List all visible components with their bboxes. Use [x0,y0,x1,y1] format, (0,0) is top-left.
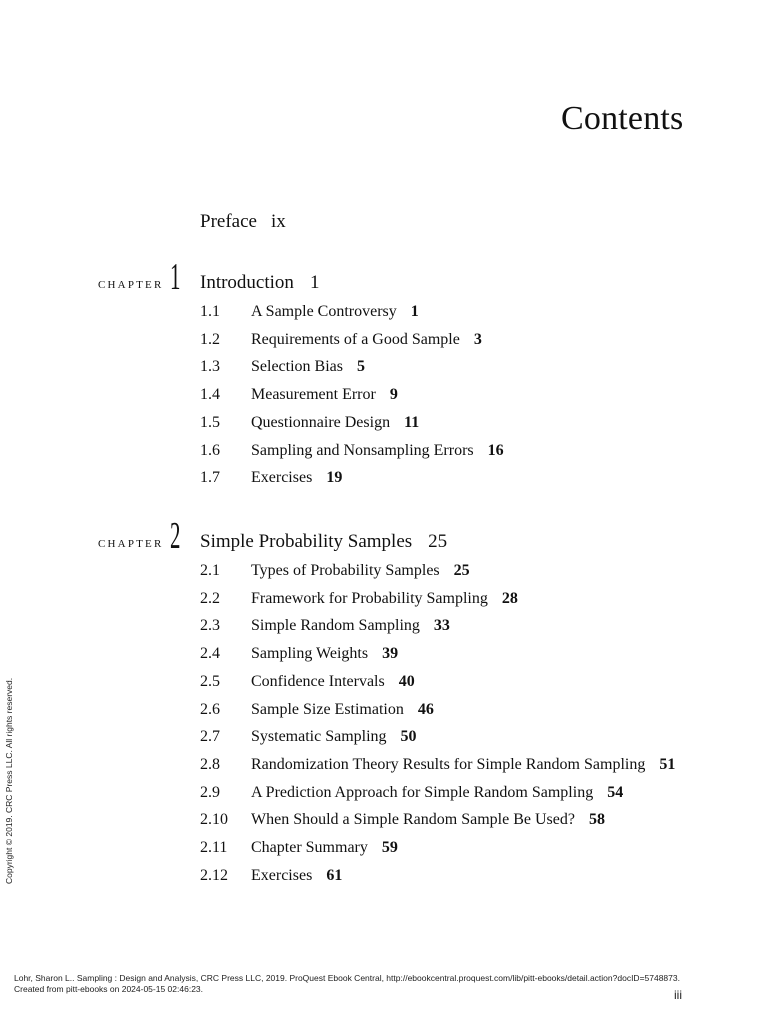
section-title-text: Sampling and Nonsampling Errors [251,441,474,459]
section-title [251,645,398,663]
section-title [251,728,417,746]
section-title [251,303,419,321]
toc-section-row[interactable] [0,839,768,863]
chapter-label: CHAPTER [98,279,164,291]
toc-section-row[interactable] [0,386,768,410]
footer-line-1: Lohr, Sharon L.. Sampling : Design and Analysis, CRC Press LLC, 2019. ProQuest Ebook Central, http://ebookcentral.proquest.com/lib/pitt-ebooks/detail.action?docID=5748873. [14,973,680,983]
section-number: 2.10 [200,811,228,829]
section-number: 2.1 [200,562,220,579]
section-title-text: A Sample Controversy [251,303,397,320]
section-number: 2.11 [200,839,228,856]
section-title [251,590,518,608]
section-number: 2.5 [200,672,220,690]
chapter-number: 2 [170,515,181,557]
chapter-heading[interactable] [0,256,768,305]
section-title-text: Sample Size Estimation [251,700,404,718]
section-page: 39 [382,645,399,663]
section-title-text: Sampling Weights [251,645,369,663]
section-page: 19 [326,469,343,487]
toc-section-row[interactable] [0,867,768,891]
section-title [251,469,342,487]
preface-page: ix [270,211,286,232]
toc-section-row[interactable] [0,331,768,355]
section-title-text: Exercises [251,866,313,884]
section-number: 2.7 [200,728,220,746]
page-number: iii [674,988,682,1002]
toc-section-row[interactable] [0,728,768,752]
toc-section-row[interactable] [0,617,768,641]
section-number: 1.1 [200,303,220,320]
section-number: 1.4 [200,386,220,404]
section-title-text: Questionnaire Design [251,413,391,431]
section-title-text: When Should a Simple Random Sample Be Used? [251,811,575,829]
page-title: Contents [561,100,684,137]
section-title [251,358,365,376]
section-title-text: Confidence Intervals [251,672,385,690]
section-title [251,811,605,829]
section-page: 16 [487,441,504,459]
section-title-text: Randomization Theory Results for Simple Random Sampling [251,755,646,773]
section-number: 2.12 [200,866,228,884]
footer-citation [14,973,680,995]
section-title [251,756,675,774]
toc-section-row[interactable] [0,358,768,382]
toc-section-row[interactable] [0,469,768,493]
section-title [251,562,470,580]
section-number: 2.6 [200,700,220,718]
section-title-text: Exercises [251,469,313,487]
section-page: 50 [400,728,417,746]
chapter-title [200,531,447,553]
section-number: 1.3 [200,358,220,376]
section-page: 33 [433,617,450,635]
section-title-text: Measurement Error [251,386,376,404]
section-number: 1.5 [200,413,220,431]
section-page: 3 [473,330,482,348]
section-title-text: Requirements of a Good Sample [251,330,460,348]
section-title [251,867,342,885]
section-page: 1 [410,303,419,320]
toc-section-row[interactable] [0,562,768,586]
toc-section-row[interactable] [0,414,768,438]
section-title [251,839,398,857]
section-number: 2.8 [200,755,220,773]
section-title-text: Chapter Summary [251,839,368,856]
toc-section-row[interactable] [0,673,768,697]
section-title-text: Selection Bias [251,358,343,376]
toc-section-row[interactable] [0,756,768,780]
section-page: 54 [607,783,624,801]
section-page: 5 [356,358,365,376]
section-number: 2.3 [200,617,220,635]
section-page: 40 [398,672,415,690]
toc-section-row[interactable] [0,303,768,327]
section-number: 2.4 [200,645,220,663]
section-number: 2.2 [200,589,220,607]
toc-section-row[interactable] [0,811,768,835]
section-number: 2.9 [200,783,220,801]
section-page: 9 [389,386,398,404]
section-title [251,701,434,719]
side-copyright-notice: Copyright © 2019. CRC Press LLC. All rights reserved. [4,677,14,884]
section-page: 28 [501,589,518,607]
chapter-page: 1 [309,272,320,293]
section-title [251,617,450,635]
section-title [251,784,623,802]
chapter-heading[interactable] [0,515,768,564]
section-page: 11 [404,413,420,431]
section-title [251,673,415,691]
section-number: 1.7 [200,469,220,487]
toc-section-row[interactable] [0,784,768,808]
toc-section-row[interactable] [0,645,768,669]
chapter-label: CHAPTER [98,538,164,550]
section-page: 61 [326,866,343,884]
section-title-text: Simple Random Sampling [251,617,420,635]
section-page: 51 [659,755,676,773]
toc-section-row[interactable] [0,590,768,614]
chapter-title [200,272,319,294]
preface-entry[interactable] [200,211,286,233]
section-page: 59 [381,839,398,856]
section-page: 25 [453,562,470,579]
toc-section-row[interactable] [0,442,768,466]
toc-section-row[interactable] [0,701,768,725]
section-title-text: Types of Probability Samples [251,562,440,579]
section-page: 58 [588,811,605,829]
section-title [251,442,504,460]
section-title [251,414,419,432]
section-title-text: Systematic Sampling [251,728,387,746]
section-number: 1.6 [200,441,220,459]
chapter-page: 25 [428,531,448,552]
section-title [251,386,398,404]
chapter-title-text: Introduction [200,272,294,293]
section-number: 1.2 [200,330,220,348]
section-page: 46 [417,700,434,718]
chapter-number: 1 [170,256,181,298]
footer-line-2: Created from pitt-ebooks on 2024-05-15 02:46:23. [14,984,204,994]
section-title [251,331,482,349]
chapter-title-text: Simple Probability Samples [200,531,413,552]
preface-title: Preface [200,211,257,232]
section-title-text: A Prediction Approach for Simple Random Sampling [251,783,594,801]
section-title-text: Framework for Probability Sampling [251,589,488,607]
